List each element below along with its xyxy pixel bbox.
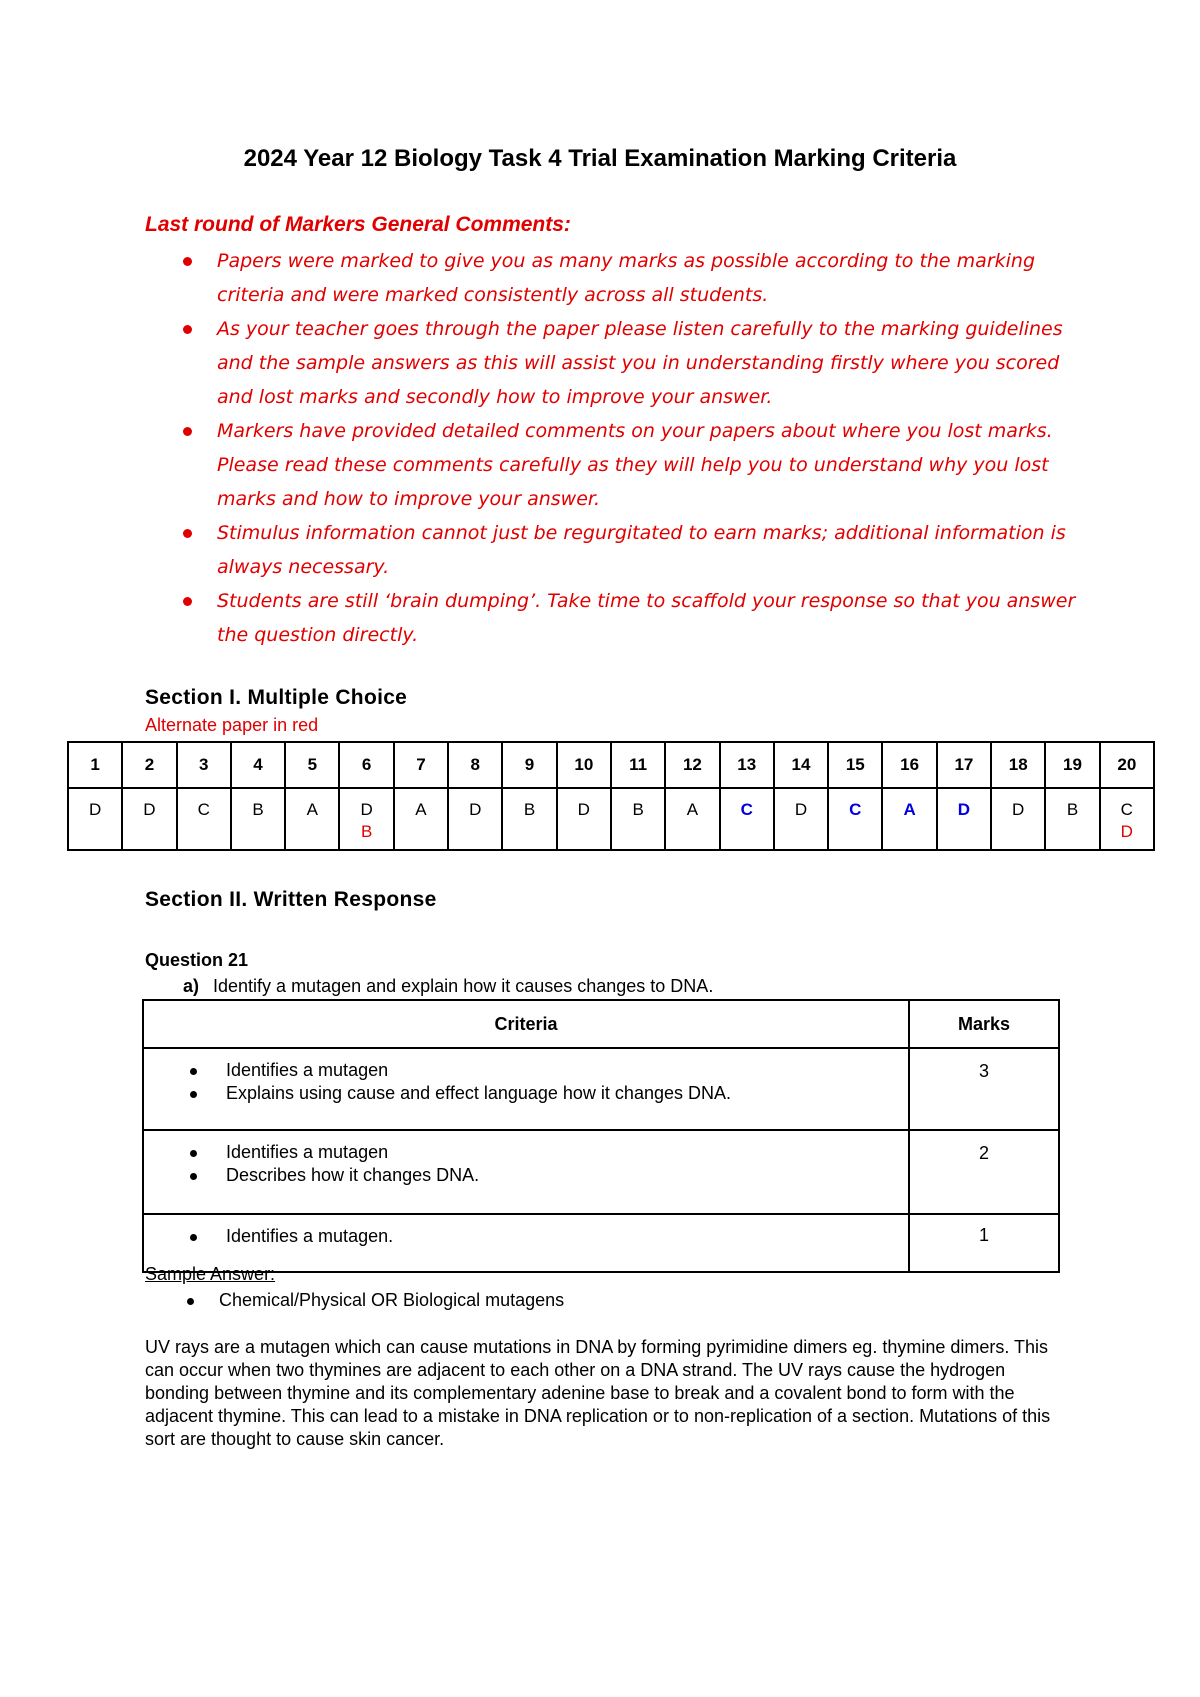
answer: B [252,800,264,819]
answer: C [1120,800,1133,819]
alternate-answer: D [1120,822,1133,841]
question-number: 20 [1100,742,1154,788]
answer-highlighted: C [740,800,753,819]
answer: D [469,800,482,819]
markers-comments-heading: Last round of Markers General Comments: [145,213,571,236]
section1-heading: Section I. Multiple Choice [145,686,408,709]
comment-item: As your teacher goes through the paper please listen carefully to the marking guidelines and the sample answers as this will assist you in understanding firstly where you scored and lost marks and secondly how to improve your answer. [145,312,1085,414]
criteria-row [143,1214,1059,1272]
answer-row [68,788,1154,850]
answer-cell [665,788,719,850]
question-number: 13 [720,742,774,788]
question-number: 6 [339,742,393,788]
question-number: 5 [285,742,339,788]
answer: A [686,800,699,819]
answer-cell [285,788,339,850]
answer-cell [557,788,611,850]
criterion: Identifies a mutagen [144,1059,908,1082]
markers-comments [145,213,1085,652]
marks-cell: 3 [909,1048,1059,1130]
criteria-cell [143,1048,909,1130]
criterion: Explains using cause and effect language how it changes DNA. [144,1082,908,1105]
question-number: 3 [177,742,231,788]
comment-item: Papers were marked to give you as many marks as possible according to the marking criteria and were marked consistently across all students. [145,244,1085,312]
answer-highlighted: A [903,800,916,819]
section2-heading: Section II. Written Response [145,888,437,911]
answer: C [197,800,210,819]
question-number: 10 [557,742,611,788]
answer: D [577,800,590,819]
answer-cell [394,788,448,850]
criterion: Describes how it changes DNA. [144,1164,908,1187]
question-number: 7 [394,742,448,788]
criterion: Identifies a mutagen. [144,1225,908,1248]
answer: D [794,800,808,819]
answer-cell [448,788,502,850]
answer-cell [231,788,285,850]
answer-cell [882,788,936,850]
answer: D [360,800,373,819]
part-letter: a) [183,976,200,996]
multiple-choice-table [67,741,1155,851]
criteria-header-row [143,1000,1059,1048]
criteria-header: Criteria [143,1000,909,1048]
answer-cell [122,788,176,850]
question-number: 4 [231,742,285,788]
question-number: 1 [68,742,122,788]
question-number: 15 [828,742,882,788]
question-number: 8 [448,742,502,788]
answer: D [89,800,102,819]
criteria-row [143,1048,1059,1130]
markers-comments-list [145,244,1085,652]
question-21a [183,976,713,997]
answer-cell [1045,788,1099,850]
criteria-row [143,1130,1059,1214]
question-number: 19 [1045,742,1099,788]
comment-item: Stimulus information cannot just be regurgitated to earn marks; additional information is always necessary. [145,516,1085,584]
answer-cell [177,788,231,850]
answer-cell [611,788,665,850]
answer: B [632,800,644,819]
alternate-paper-note: Alternate paper in red [145,715,319,735]
question-number: 16 [882,742,936,788]
sample-answer-label: Sample Answer: [145,1264,276,1284]
criterion: Identifies a mutagen [144,1141,908,1164]
answer-cell [502,788,556,850]
question-number: 9 [502,742,556,788]
answer: D [1012,800,1025,819]
part-text: Identify a mutagen and explain how it causes changes to DNA. [213,976,714,996]
answer-highlighted: C [849,800,862,819]
question-number-row [68,742,1154,788]
marks-header: Marks [909,1000,1059,1048]
answer-cell [1100,788,1154,850]
answer-cell [774,788,828,850]
answer: B [1066,800,1079,819]
sample-answer-bullet: Chemical/Physical OR Biological mutagens [145,1290,564,1311]
sample-answer-paragraph: UV rays are a mutagen which can cause mutations in DNA by forming pyrimidine dimers eg. thymine dimers. This can occur when two thymines are adjacent to each other on a DNA strand. The UV rays cause the hydrogen bonding between thymine and its complementary adenine base to break and a covalent bond to form with the adjacent thymine. This can lead to a mistake in DNA replication or to non-replication of a section. Mutations of this sort are thought to cause skin cancer. [145,1337,1051,1449]
alternate-answer: B [360,822,373,841]
answer-cell [720,788,774,850]
document-title: 2024 Year 12 Biology Task 4 Trial Examination Marking Criteria [243,145,957,172]
question-number: 17 [937,742,991,788]
question-number: 11 [611,742,665,788]
answer-cell [339,788,393,850]
question-number: 2 [122,742,176,788]
question-21-label: Question 21 [145,950,249,970]
comment-item: Students are still ‘brain dumping’. Take time to scaffold your response so that you answer the question directly. [145,584,1085,652]
question-number: 14 [774,742,828,788]
criteria-cell [143,1130,909,1214]
answer-highlighted: D [957,800,971,819]
answer-cell [991,788,1045,850]
marks-cell: 1 [909,1214,1059,1272]
answer: A [415,800,427,819]
answer: A [306,800,318,819]
question-number: 12 [665,742,719,788]
question-number: 18 [991,742,1045,788]
answer: D [143,800,156,819]
answer: B [523,800,536,819]
comment-item: Markers have provided detailed comments on your papers about where you lost marks. Please read these comments carefully as they will help you to understand why you lost marks and how to improve your answer. [145,414,1085,516]
criteria-table [142,999,1060,1273]
marks-cell: 2 [909,1130,1059,1214]
answer-cell [68,788,122,850]
answer-cell [828,788,882,850]
answer-cell [937,788,991,850]
